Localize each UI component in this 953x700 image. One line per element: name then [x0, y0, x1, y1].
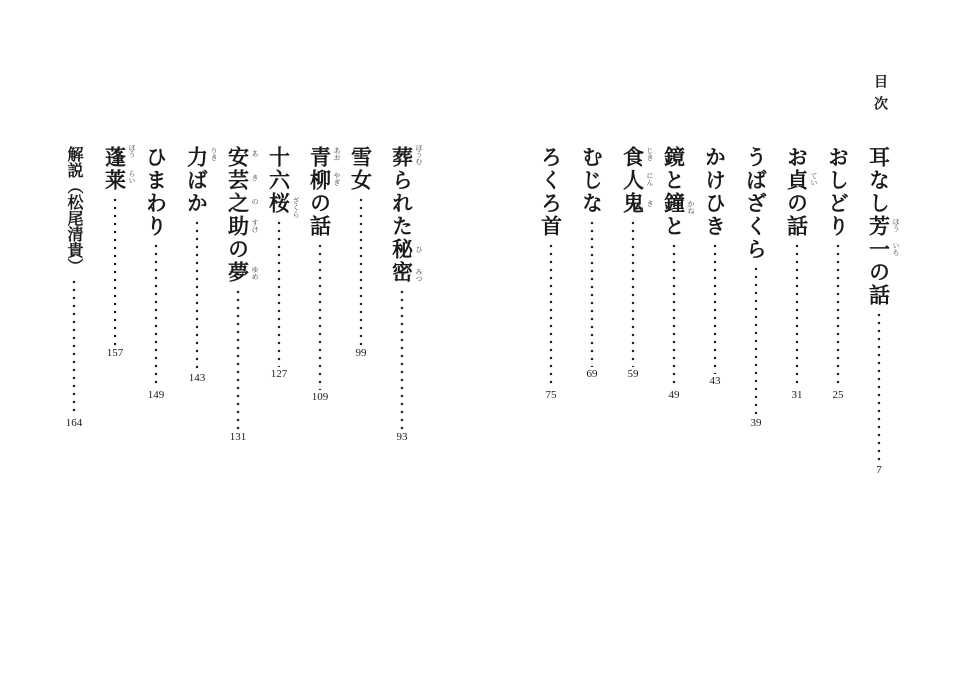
ruby-annotation: ざくら [292, 197, 300, 218]
toc-entry[interactable] [62, 146, 86, 429]
ruby-annotation: ほうむ [415, 144, 423, 165]
entry-title: 葬られた秘密 [389, 146, 415, 284]
toc-entry[interactable] [826, 146, 850, 401]
toc-entry[interactable] [662, 146, 686, 401]
ruby-annotation: すけ [251, 219, 259, 233]
page-number: 149 [147, 389, 165, 401]
ruby-annotation: ゆめ [251, 266, 259, 280]
toc-entry[interactable] [103, 146, 127, 359]
ruby-annotation: き [251, 174, 259, 181]
entry-title: 十六桜 [266, 146, 292, 215]
entry-title: お貞の話 [784, 146, 810, 238]
page-number: 31 [791, 389, 803, 401]
leader-dots [359, 196, 363, 346]
entry-title: 蓬莱 [102, 146, 128, 192]
entry-title: 解説（松尾清貴） [65, 146, 84, 274]
page-number: 25 [832, 389, 844, 401]
toc-entry[interactable] [185, 146, 209, 384]
entry-title: うばざくら [743, 146, 769, 261]
leader-dots [549, 242, 553, 388]
entry-title: 力ばか [184, 146, 210, 215]
leader-dots [400, 288, 404, 430]
ruby-annotation: き [646, 200, 654, 207]
toc-entry[interactable] [580, 146, 604, 380]
page-number: 109 [311, 391, 329, 403]
leader-dots [236, 288, 240, 430]
toc-entry[interactable] [744, 146, 768, 429]
page-number: 143 [188, 372, 206, 384]
leader-dots [154, 242, 158, 388]
page-number: 75 [545, 389, 557, 401]
entry-title: 安芸之助の夢 [225, 146, 251, 284]
ruby-annotation: てい [810, 172, 818, 186]
entry-title: 鏡と鐘と [661, 146, 687, 238]
toc-entry[interactable] [226, 146, 250, 443]
toc-entry[interactable] [703, 146, 727, 387]
ruby-annotation: ほう [892, 218, 900, 232]
entry-title: 耳なし芳一の話 [866, 146, 892, 307]
leader-dots [318, 242, 322, 390]
ruby-annotation: いち [892, 242, 900, 256]
leader-dots [754, 265, 758, 416]
entry-title: ろくろ首 [538, 146, 564, 238]
page-number: 164 [65, 417, 83, 429]
page-number: 59 [627, 368, 639, 380]
entry-title: むじな [579, 146, 605, 215]
entry-title: 青柳の話 [307, 146, 333, 238]
ruby-annotation: じき [646, 147, 654, 161]
entry-title: 雪女 [348, 146, 374, 192]
ruby-annotation: らい [128, 170, 136, 184]
entry-title: 食人鬼 [620, 146, 646, 215]
toc-entry[interactable] [144, 146, 168, 401]
leader-dots [195, 219, 199, 371]
page-number: 49 [668, 389, 680, 401]
ruby-annotation: りき [210, 147, 218, 161]
leader-dots [631, 219, 635, 367]
page-number: 43 [709, 375, 721, 387]
entry-title: かけひき [702, 146, 728, 238]
ruby-annotation: の [251, 198, 259, 205]
leader-dots [877, 311, 881, 463]
leader-dots [795, 242, 799, 388]
toc-entry[interactable] [621, 146, 645, 380]
ruby-annotation: ひ [415, 246, 423, 253]
leader-dots [590, 219, 594, 367]
page-number: 127 [270, 368, 288, 380]
ruby-annotation: みつ [415, 268, 423, 282]
leader-dots [672, 242, 676, 388]
ruby-annotation: かね [687, 200, 695, 214]
entry-title: おしどり [825, 146, 851, 238]
ruby-annotation: やぎ [333, 172, 341, 186]
leader-dots [72, 278, 76, 416]
toc-entry[interactable] [349, 146, 373, 359]
page-number: 93 [396, 431, 408, 443]
toc-heading: 目次 [872, 74, 888, 118]
ruby-annotation: ほう [128, 144, 136, 158]
page-number: 157 [106, 347, 124, 359]
toc-entry[interactable] [867, 146, 891, 476]
leader-dots [713, 242, 717, 374]
page-number: 39 [750, 417, 762, 429]
toc-entry[interactable] [539, 146, 563, 401]
page-number: 131 [229, 431, 247, 443]
leader-dots [113, 196, 117, 346]
leader-dots [277, 219, 281, 367]
toc-entry[interactable] [390, 146, 414, 443]
toc-entry[interactable] [267, 146, 291, 380]
ruby-annotation: あお [333, 147, 341, 161]
page-number: 99 [355, 347, 367, 359]
ruby-annotation: にん [646, 172, 654, 186]
toc-entry[interactable] [785, 146, 809, 401]
page-number: 69 [586, 368, 598, 380]
entry-title: ひまわり [143, 146, 169, 238]
toc-entry[interactable] [308, 146, 332, 403]
page-number: 7 [876, 464, 882, 476]
leader-dots [836, 242, 840, 388]
ruby-annotation: あ [251, 150, 259, 157]
